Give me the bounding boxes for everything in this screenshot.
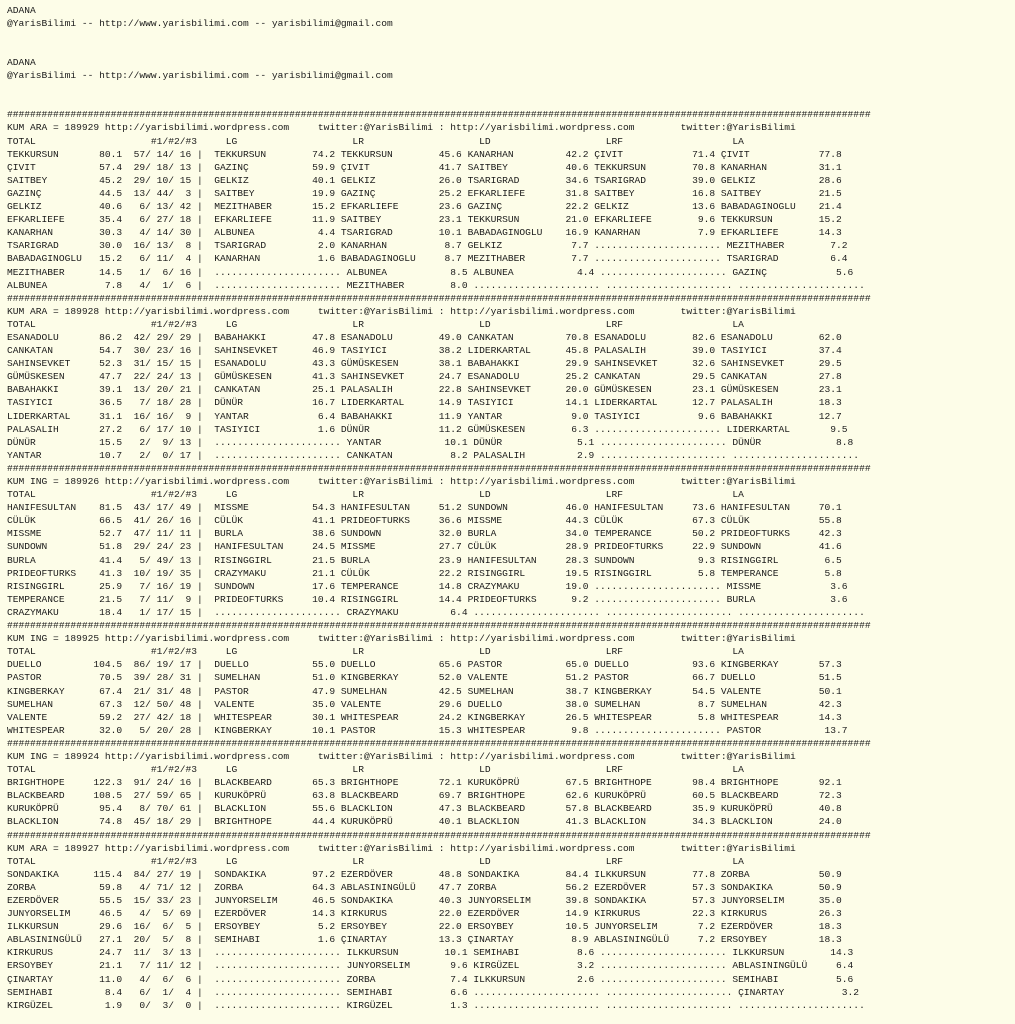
race-section bbox=[7, 829, 1015, 1012]
result-row: ILKKURSUN 29.6 16/ 6/ 5 | ERSOYBEY 5.2 ERSOYBEY 22.0 ERSOYBEY 10.5 JUNYORSELIM 7.2 EZERDÖVER 18.3 bbox=[7, 921, 842, 933]
column-header: TOTAL #1/#2/#3 LG LR LD LRF LA bbox=[7, 318, 744, 330]
result-row: KANARHAN 30.3 4/ 14/ 30 | ALBUNEA 4.4 TSARIGRAD 10.1 BABADAGINOGLU 16.9 KANARHAN 7.9 EFKARLIEFE 14.3 bbox=[7, 227, 842, 239]
separator-line: ###################################################################################################################################################### bbox=[7, 829, 871, 841]
result-row: SEMIHABI 8.4 6/ 1/ 4 | ...................... SEMIHABI 6.6 ...................... ...................... ÇINARTAY 3.2 bbox=[7, 986, 860, 998]
race-header: KUM ING = 189925 http://yarisbilimi.wordpress.com twitter:@YarisBilimi : http://yarisbilimi.wordpress.com twitter:@YarisBilimi bbox=[7, 633, 796, 645]
result-row: SUNDOWN 51.8 29/ 24/ 23 | HANIFESULTAN 24.5 MISSME 27.7 CÜLÜK 28.9 PRIDEOFTURKS 22.9 SUNDOWN 41.6 bbox=[7, 541, 842, 553]
column-header: TOTAL #1/#2/#3 LG LR LD LRF LA bbox=[7, 646, 744, 658]
race-section bbox=[7, 292, 1015, 462]
page-title-repeat: ADANA bbox=[7, 57, 36, 69]
result-row: WHITESPEAR 32.0 5/ 20/ 28 | KINGBERKAY 10.1 PASTOR 15.3 WHITESPEAR 9.8 ...................... PASTOR 13.7 bbox=[7, 724, 848, 736]
race-section bbox=[7, 737, 1015, 829]
race-header: KUM ARA = 189928 http://yarisbilimi.wordpress.com twitter:@YarisBilimi : http://yarisbilimi.wordpress.com twitter:@YarisBilimi bbox=[7, 305, 796, 317]
result-row: ALBUNEA 7.8 4/ 1/ 6 | ...................... MEZITHABER 8.0 ...................... ...................... ...................... bbox=[7, 279, 865, 291]
result-row: ZORBA 59.8 4/ 71/ 12 | ZORBA 64.3 ABLASININGÜLÜ 47.7 ZORBA 56.2 EZERDÖVER 57.3 SONDAKIKA 50.9 bbox=[7, 881, 842, 893]
result-row: ABLASININGÜLÜ 27.1 20/ 5/ 8 | SEMIHABI 1.6 ÇINARTAY 13.3 ÇINARTAY 8.9 ABLASININGÜLÜ 7.2 ERSOYBEY 18.3 bbox=[7, 934, 842, 946]
result-row: BRIGHTHOPE 122.3 91/ 24/ 16 | BLACKBEARD 65.3 BRIGHTHOPE 72.1 KURUKÖPRÜ 67.5 BRIGHTHOPE 98.4 BRIGHTHOPE 92.1 bbox=[7, 777, 842, 789]
result-row: HANIFESULTAN 81.5 43/ 17/ 49 | MISSME 54.3 HANIFESULTAN 51.2 SUNDOWN 46.0 HANIFESULTAN 73.6 HANIFESULTAN 70.1 bbox=[7, 502, 842, 514]
separator-line: ###################################################################################################################################################### bbox=[7, 620, 871, 632]
separator-line: ###################################################################################################################################################### bbox=[7, 737, 871, 749]
result-row: CANKATAN 54.7 30/ 23/ 16 | SAHINSEVKET 46.9 TASIYICI 38.2 LIDERKARTAL 45.8 PALASALIH 39.0 TASIYICI 37.4 bbox=[7, 345, 842, 357]
column-header: TOTAL #1/#2/#3 LG LR LD LRF LA bbox=[7, 764, 744, 776]
result-row: GAZINÇ 44.5 13/ 44/ 3 | SAITBEY 19.9 GAZINÇ 25.2 EFKARLIEFE 31.8 SAITBEY 16.8 SAITBEY 21.5 bbox=[7, 187, 842, 199]
contact-line-repeat: @YarisBilimi -- http://www.yarisbilimi.com -- yarisbilimi@gmail.com bbox=[7, 70, 393, 82]
column-header: TOTAL #1/#2/#3 LG LR LD LRF LA bbox=[7, 489, 744, 501]
race-header: KUM ING = 189924 http://yarisbilimi.wordpress.com twitter:@YarisBilimi : http://yarisbilimi.wordpress.com twitter:@YarisBilimi bbox=[7, 750, 796, 762]
result-row: EFKARLIEFE 35.4 6/ 27/ 18 | EFKARLIEFE 11.9 SAITBEY 23.1 TEKKURSUN 21.0 EFKARLIEFE 9.6 TEKKURSUN 15.2 bbox=[7, 214, 842, 226]
separator-line: ###################################################################################################################################################### bbox=[7, 109, 871, 121]
result-row: MISSME 52.7 47/ 11/ 11 | BURLA 38.6 SUNDOWN 32.0 BURLA 34.0 TEMPERANCE 50.2 PRIDEOFTURKS 42.3 bbox=[7, 528, 842, 540]
result-row: EZERDÖVER 55.5 15/ 33/ 23 | JUNYORSELIM 46.5 SONDAKIKA 40.3 JUNYORSELIM 39.8 SONDAKIKA 57.3 JUNYORSELIM 35.0 bbox=[7, 895, 842, 906]
result-row: KIRKURUS 24.7 11/ 3/ 13 | ...................... ILKKURSUN 10.1 SEMIHABI 8.6 ...................... ILKKURSUN 14.3 bbox=[7, 947, 854, 959]
result-row: TEKKURSUN 80.1 57/ 14/ 16 | TEKKURSUN 74.2 TEKKURSUN 45.6 KANARHAN 42.2 ÇIVIT 71.4 ÇIVIT 77.8 bbox=[7, 148, 842, 160]
result-row: SAHINSEVKET 52.3 31/ 15/ 15 | ESANADOLU 43.3 GÜMÜSKESEN 38.1 BABAHAKKI 29.9 SAHINSEVKET 32.6 SAHINSEVKET 29.5 bbox=[7, 358, 842, 370]
result-row: LIDERKARTAL 31.1 16/ 16/ 9 | YANTAR 6.4 BABAHAKKI 11.9 YANTAR 9.0 TASIYICI 9.6 BABAHAKKI 12.7 bbox=[7, 410, 842, 422]
result-row: TEMPERANCE 21.5 7/ 11/ 9 | PRIDEOFTURKS 10.4 RISINGGIRL 14.4 PRIDEOFTURKS 9.2 ...................... BURLA 3.6 bbox=[7, 593, 848, 605]
result-row: PALASALIH 27.2 6/ 17/ 10 | TASIYICI 1.6 DÜNÜR 11.2 GÜMÜSKESEN 6.3 ...................... LIDERKARTAL 9.5 bbox=[7, 423, 848, 435]
race-header: KUM ARA = 189929 http://yarisbilimi.wordpress.com twitter:@YarisBilimi : http://yarisbilimi.wordpress.com twitter:@YarisBilimi bbox=[7, 122, 796, 134]
result-row: SUMELHAN 67.3 12/ 50/ 48 | VALENTE 35.0 VALENTE 29.6 DUELLO 38.0 SUMELHAN 8.7 SUMELHAN 42.3 bbox=[7, 698, 842, 710]
result-row: BABADAGINOGLU 15.2 6/ 11/ 4 | KANARHAN 1.6 BABADAGINOGLU 8.7 MEZITHABER 7.7 ...................... TSARIGRAD 6.4 bbox=[7, 253, 848, 265]
race-section bbox=[7, 108, 1015, 291]
result-row: BABAHAKKI 39.1 13/ 20/ 21 | CANKATAN 25.1 PALASALIH 22.8 SAHINSEVKET 20.0 GÜMÜSKESEN 23.1 GÜMÜSKESEN 23.1 bbox=[7, 384, 842, 396]
result-row: ÇINARTAY 11.0 4/ 6/ 6 | ...................... ZORBA 7.4 ILKKURSUN 2.6 ...................... SEMIHABI 5.6 bbox=[7, 973, 854, 985]
result-row: YANTAR 10.7 2/ 0/ 17 | ...................... CANKATAN 8.2 PALASALIH 2.9 ...................... ...................... bbox=[7, 449, 860, 461]
result-row: DUELLO 104.5 86/ 19/ 17 | DUELLO 55.0 DUELLO 65.6 PASTOR 65.0 DUELLO 93.6 KINGBERKAY 57.3 bbox=[7, 659, 842, 671]
race-header: KUM ARA = 189927 http://yarisbilimi.wordpress.com twitter:@YarisBilimi : http://yarisbilimi.wordpress.com twitter:@YarisBilimi bbox=[7, 842, 796, 854]
result-row: KIRGÜZEL 1.9 0/ 3/ 0 | ...................... KIRGÜZEL 1.3 ...................... ...................... ...................... bbox=[7, 999, 865, 1011]
result-row: DÜNÜR 15.5 2/ 9/ 13 | ...................... YANTAR 10.1 DÜNÜR 5.1 ...................... DÜNÜR 8.8 bbox=[7, 436, 854, 448]
result-row: TSARIGRAD 30.0 16/ 13/ 8 | TSARIGRAD 2.0 KANARHAN 8.7 GELKIZ 7.7 ...................... MEZITHABER 7.2 bbox=[7, 240, 848, 252]
result-row: BLACKLION 74.8 45/ 18/ 29 | BRIGHTHOPE 44.4 KURUKÖPRÜ 40.1 BLACKLION 41.3 BLACKLION 34.3 BLACKLION 24.0 bbox=[7, 816, 842, 828]
result-row: SAITBEY 45.2 29/ 10/ 15 | GELKIZ 40.1 GELKIZ 26.0 TSARIGRAD 34.6 TSARIGRAD 39.0 GELKIZ 28.6 bbox=[7, 174, 842, 186]
result-row: JUNYORSELIM 46.5 4/ 5/ 69 | EZERDÖVER 14.3 KIRKURUS 22.0 EZERDÖVER 14.9 KIRKURUS 22.3 KIRKURUS 26.3 bbox=[7, 908, 842, 920]
race-sections bbox=[7, 108, 1015, 1011]
result-row: CRAZYMAKU 18.4 1/ 17/ 15 | ...................... CRAZYMAKU 6.4 ...................... ...................... ...................... bbox=[7, 606, 865, 618]
result-row: MEZITHABER 14.5 1/ 6/ 16 | ...................... ALBUNEA 8.5 ALBUNEA 4.4 ...................... GAZINÇ 5.6 bbox=[7, 266, 854, 278]
result-row: BLACKBEARD 108.5 27/ 59/ 65 | KURUKÖPRÜ 63.8 BLACKBEARD 69.7 BRIGHTHOPE 62.6 KURUKÖPRÜ 60.5 BLACKBEARD 72.3 bbox=[7, 790, 842, 802]
result-row: BURLA 41.4 5/ 49/ 13 | RISINGGIRL 21.5 BURLA 23.9 HANIFESULTAN 28.3 SUNDOWN 9.3 RISINGGIRL 6.5 bbox=[7, 554, 842, 566]
spacer bbox=[7, 30, 1015, 56]
result-row: GÜMÜSKESEN 47.7 22/ 24/ 13 | GÜMÜSKESEN 41.3 SAHINSEVKET 24.7 ESANADOLU 25.2 CANKATAN 29.5 CANKATAN 27.8 bbox=[7, 371, 842, 383]
race-header: KUM ING = 189926 http://yarisbilimi.wordpress.com twitter:@YarisBilimi : http://yarisbilimi.wordpress.com twitter:@YarisBilimi bbox=[7, 476, 796, 487]
separator-line: ###################################################################################################################################################### bbox=[7, 292, 871, 304]
race-section bbox=[7, 619, 1015, 737]
result-row: ÇIVIT 57.4 29/ 18/ 13 | GAZINÇ 59.9 ÇIVIT 41.7 SAITBEY 40.6 TEKKURSUN 70.8 KANARHAN 31.1 bbox=[7, 161, 842, 173]
result-row: GELKIZ 40.6 6/ 13/ 42 | MEZITHABER 15.2 EFKARLIEFE 23.6 GAZINÇ 22.2 GELKIZ 13.6 BABADAGINOGLU 21.4 bbox=[7, 201, 842, 213]
result-row: KURUKÖPRÜ 95.4 8/ 70/ 61 | BLACKLION 55.6 BLACKLION 47.3 BLACKBEARD 57.8 BLACKBEARD 35.9 KURUKÖPRÜ 40.8 bbox=[7, 803, 842, 815]
column-header: TOTAL #1/#2/#3 LG LR LD LRF LA bbox=[7, 135, 744, 147]
result-row: PASTOR 70.5 39/ 28/ 31 | SUMELHAN 51.0 KINGBERKAY 52.0 VALENTE 51.2 PASTOR 66.7 DUELLO 51.5 bbox=[7, 672, 842, 684]
race-section bbox=[7, 462, 1015, 619]
result-row: KINGBERKAY 67.4 21/ 31/ 48 | PASTOR 47.9 SUMELHAN 42.5 SUMELHAN 38.7 KINGBERKAY 54.5 VALENTE 50.1 bbox=[7, 685, 842, 697]
column-header: TOTAL #1/#2/#3 LG LR LD LRF LA bbox=[7, 855, 744, 867]
spacer bbox=[7, 82, 1015, 108]
result-row: TASIYICI 36.5 7/ 18/ 28 | DÜNÜR 16.7 LIDERKARTAL 14.9 TASIYICI 14.1 LIDERKARTAL 12.7 PALASALIH 18.3 bbox=[7, 397, 842, 409]
separator-line: ###################################################################################################################################################### bbox=[7, 462, 871, 474]
result-row: CÜLÜK 66.5 41/ 26/ 16 | CÜLÜK 41.1 PRIDEOFTURKS 36.6 MISSME 44.3 CÜLÜK 67.3 CÜLÜK 55.8 bbox=[7, 515, 842, 527]
result-row: PRIDEOFTURKS 41.3 10/ 19/ 35 | CRAZYMAKU 21.1 CÜLÜK 22.2 RISINGGIRL 19.5 RISINGGIRL 5.8 TEMPERANCE 5.8 bbox=[7, 567, 842, 579]
result-row: VALENTE 59.2 27/ 42/ 18 | WHITESPEAR 30.1 WHITESPEAR 24.2 KINGBERKAY 26.5 WHITESPEAR 5.8 WHITESPEAR 14.3 bbox=[7, 711, 842, 723]
result-row: ESANADOLU 86.2 42/ 29/ 29 | BABAHAKKI 47.8 ESANADOLU 49.0 CANKATAN 70.8 ESANADOLU 82.6 ESANADOLU 62.0 bbox=[7, 331, 842, 343]
result-row: ERSOYBEY 21.1 7/ 11/ 12 | ...................... JUNYORSELIM 9.6 KIRGÜZEL 3.2 ...................... ABLASININGÜLÜ 6.4 bbox=[7, 960, 854, 972]
page-title: ADANA bbox=[7, 5, 36, 16]
contact-line: @YarisBilimi -- http://www.yarisbilimi.com -- yarisbilimi@gmail.com bbox=[7, 18, 393, 30]
result-row: RISINGGIRL 25.9 7/ 16/ 19 | SUNDOWN 17.6 TEMPERANCE 14.8 CRAZYMAKU 19.0 ...................... MISSME 3.6 bbox=[7, 580, 848, 592]
result-row: SONDAKIKA 115.4 84/ 27/ 19 | SONDAKIKA 97.2 EZERDÖVER 48.8 SONDAKIKA 84.4 ILKKURSUN 77.8 ZORBA 50.9 bbox=[7, 868, 842, 880]
